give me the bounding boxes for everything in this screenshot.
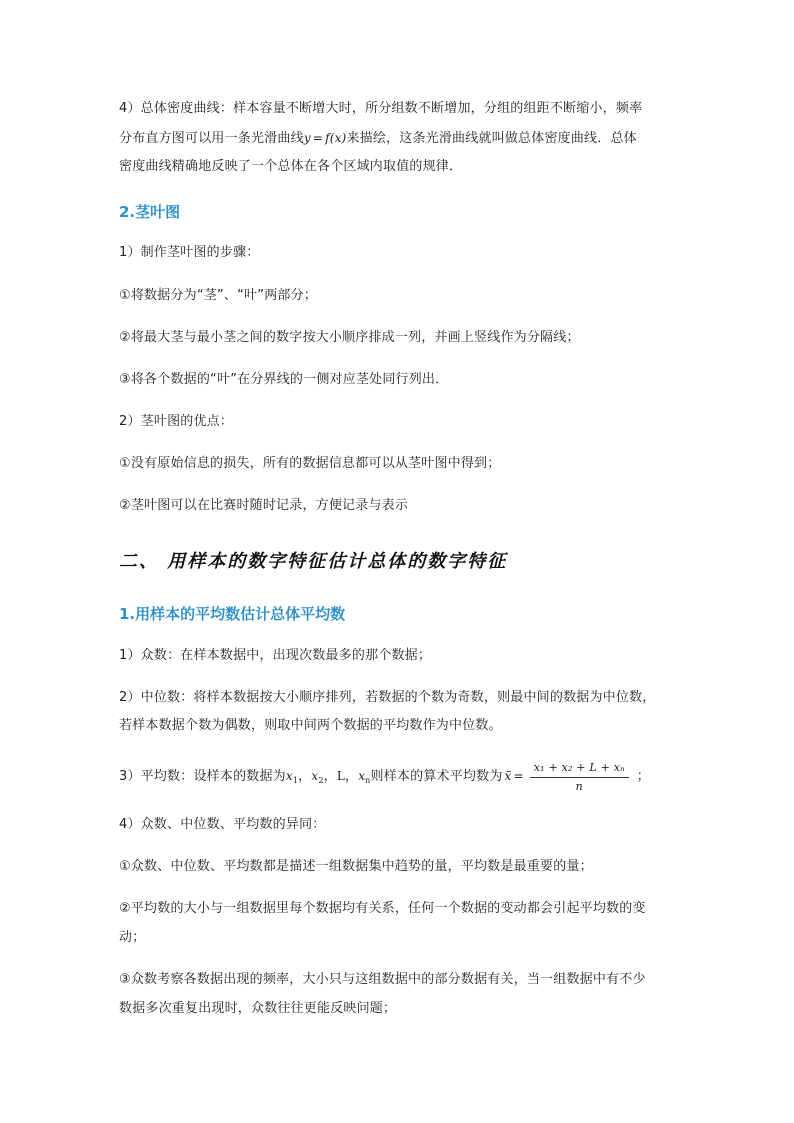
density-curve-line-2-pre: 分布直方图可以用一条光滑曲线: [119, 131, 304, 146]
ellipsis-symbol: L: [336, 769, 345, 783]
mean-heading: 1.用样本的平均数估计总体平均数: [119, 605, 346, 623]
formula-equals: =: [312, 131, 324, 145]
separator-2: ，: [323, 769, 337, 784]
stem-leaf-heading: 2.茎叶图: [119, 203, 181, 221]
stem-leaf-steps-title: 1）制作茎叶图的步骤：: [119, 245, 260, 260]
density-curve-line-2: [119, 129, 637, 148]
comparison-2-line-1: ②平均数的大小与一组数据里每个数据均有关系，任何一个数据的变动都会引起平均数的变: [119, 901, 646, 916]
xn-symbol: $x_n$: [358, 769, 371, 785]
density-curve-line-1: 4）总体密度曲线：样本容量不断增大时，所分组数不断增加，分组的组距不断缩小，频率: [119, 101, 643, 116]
average-fraction: [530, 760, 629, 794]
stem-leaf-advantage-2: ②茎叶图可以在比赛时随时记录，方便记录与表示: [119, 498, 409, 513]
mode-definition: 1）众数：在样本数据中，出现次数最多的那个数据；: [119, 648, 432, 663]
xbar-symbol: x̄: [504, 769, 512, 783]
fraction-denominator: n: [575, 779, 583, 793]
comparison-3-line-2: 数据多次重复出现时，众数往往更能反映问题；: [119, 1001, 397, 1016]
stem-leaf-step-3: ③将各个数据的“叶”在分界线的一侧对应茎处同行列出．: [119, 372, 449, 387]
fraction-numerator: x₁ + x₂ + L + xₙ: [530, 760, 629, 778]
formula-fx: f(x): [325, 131, 347, 145]
stem-leaf-advantage-1: ①没有原始信息的损失，所有的数据信息都可以从茎叶图中得到；: [119, 456, 501, 471]
stem-leaf-step-1: ①将数据分为“茎”、“叶”两部分；: [119, 288, 317, 303]
average-definition: [119, 758, 650, 794]
formula-y: y: [303, 131, 311, 145]
density-curve-line-3: 密度曲线精确地反映了一个总体在各个区域内取值的规律．: [119, 159, 463, 174]
comparison-3-line-1: ③众数考察各数据出现的频率，大小只与这组数据中的部分数据有关，当一组数据中有不少: [119, 972, 646, 987]
average-equals: =: [513, 769, 524, 783]
comparison-2-line-2: 动；: [119, 930, 146, 945]
section-2-heading: 二、 用样本的数字特征估计总体的数字特征: [119, 551, 508, 572]
x1-symbol: $x_1$: [285, 769, 299, 785]
average-pre: 3）平均数：设样本的数据为: [119, 769, 286, 784]
density-curve-line-2-post: 来描绘，这条光滑曲线就叫做总体密度曲线．总体: [346, 131, 637, 146]
separator-1: ，: [298, 769, 312, 784]
stem-leaf-step-2: ②将最大茎与最小茎之间的数字按大小顺序排成一列，并画上竖线作为分隔线；: [119, 330, 580, 345]
separator-3: ，: [344, 769, 359, 784]
median-definition-line-1: 2）中位数：将样本数据按大小顺序排列，若数据的个数为奇数，则最中间的数据为中位数，: [119, 690, 656, 705]
comparison-title: 4）众数、中位数、平均数的异同：: [119, 817, 326, 832]
median-definition-line-2: 若样本数据个数为偶数，则取中间两个数据的平均数作为中位数。: [119, 718, 502, 733]
average-end: ；: [636, 769, 650, 784]
average-mid: 则样本的算术平均数为: [370, 769, 503, 784]
stem-leaf-advantages-title: 2）茎叶图的优点：: [119, 414, 234, 429]
x2-symbol: $x_2$: [311, 769, 324, 785]
comparison-1: ①众数、中位数、平均数都是描述一组数据集中趋势的量，平均数是最重要的量；: [119, 859, 593, 874]
